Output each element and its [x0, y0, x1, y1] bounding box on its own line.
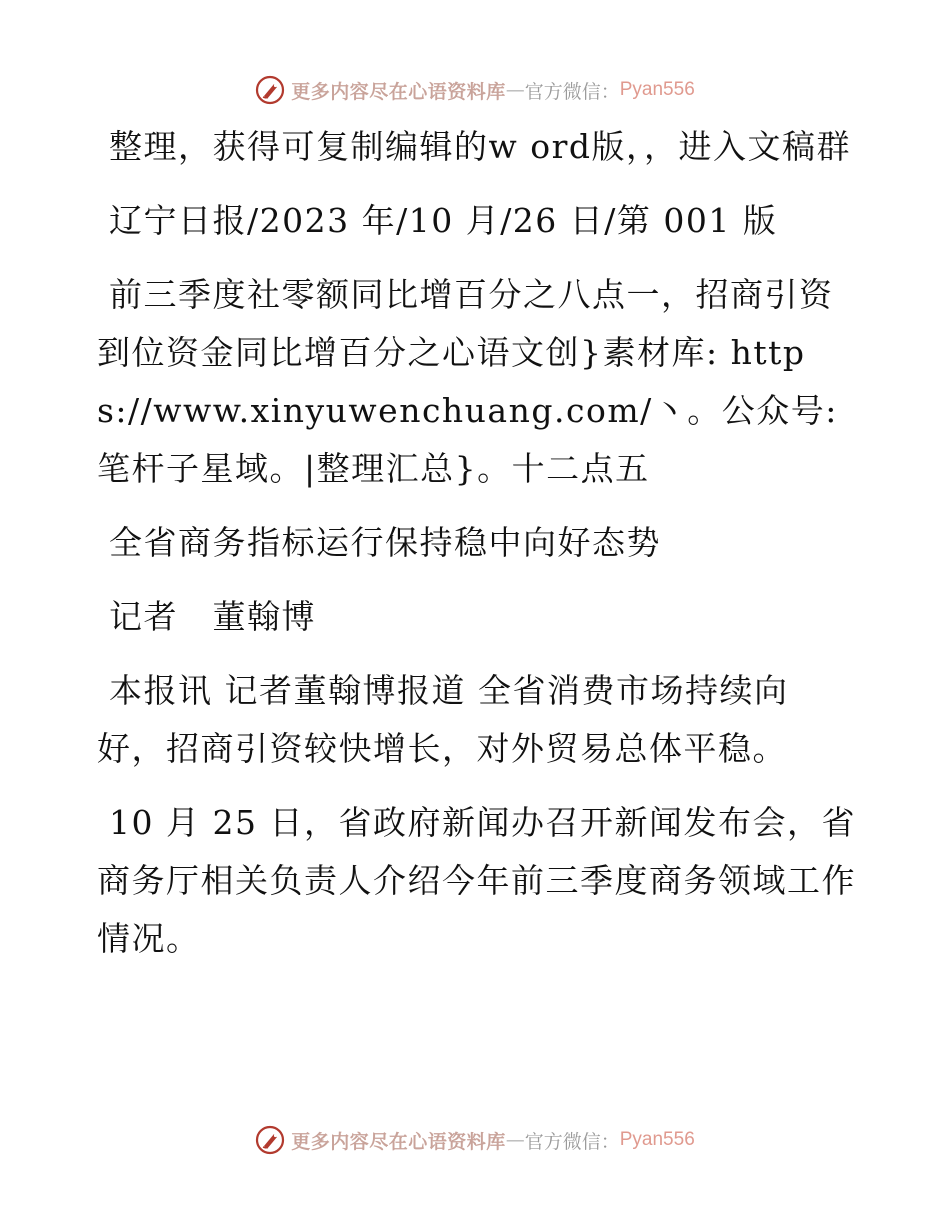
watermark-dash: — [505, 79, 525, 101]
paragraph-lead: 本报讯 记者董翰博报道 全省消费市场持续向好，招商引资较快增长，对外贸易总体平稳。 [97, 671, 789, 768]
document-body [97, 118, 857, 984]
footer-watermark-banner [0, 1120, 950, 1160]
watermark-wechat-id: Pyan556 [619, 1129, 695, 1150]
watermark-wechat-label: 官方微信： [524, 80, 620, 103]
watermark-text: 更多内容尽在心语资料库 [291, 1130, 506, 1153]
paragraph-subheadline: 全省商务指标运行保持稳中向好态势 [109, 523, 661, 562]
pen-nib-icon [255, 75, 285, 105]
header-watermark-banner [0, 70, 950, 110]
paragraph-body: 10 月 25 日，省政府新闻办召开新闻发布会，省商务厅相关负责人介绍今年前三季度商务领域工作情况。 [97, 803, 856, 958]
paragraph-source-line: 辽宁日报/2023 年/10 月/26 日/第 001 版 [109, 201, 778, 240]
pen-nib-icon [255, 1125, 285, 1155]
watermark-text: 更多内容尽在心语资料库 [291, 80, 506, 103]
watermark-wechat-label: 官方微信： [524, 1130, 620, 1153]
watermark-dash: — [505, 1129, 525, 1151]
watermark-wechat-id: Pyan556 [619, 79, 695, 100]
paragraph-intro: 整理，获得可复制编辑的w ord版，，进入文稿群 [109, 127, 852, 166]
paragraph-headline: 前三季度社零额同比增百分之八点一，招商引资到位资金同比增百分之心语文创}素材库: https://www.xinyuwenchuang.com/丶。公众号: 笔杆子星域。|整理汇总}。十二点五 [97, 275, 838, 488]
paragraph-byline: 记者 董翰博 [109, 597, 316, 636]
